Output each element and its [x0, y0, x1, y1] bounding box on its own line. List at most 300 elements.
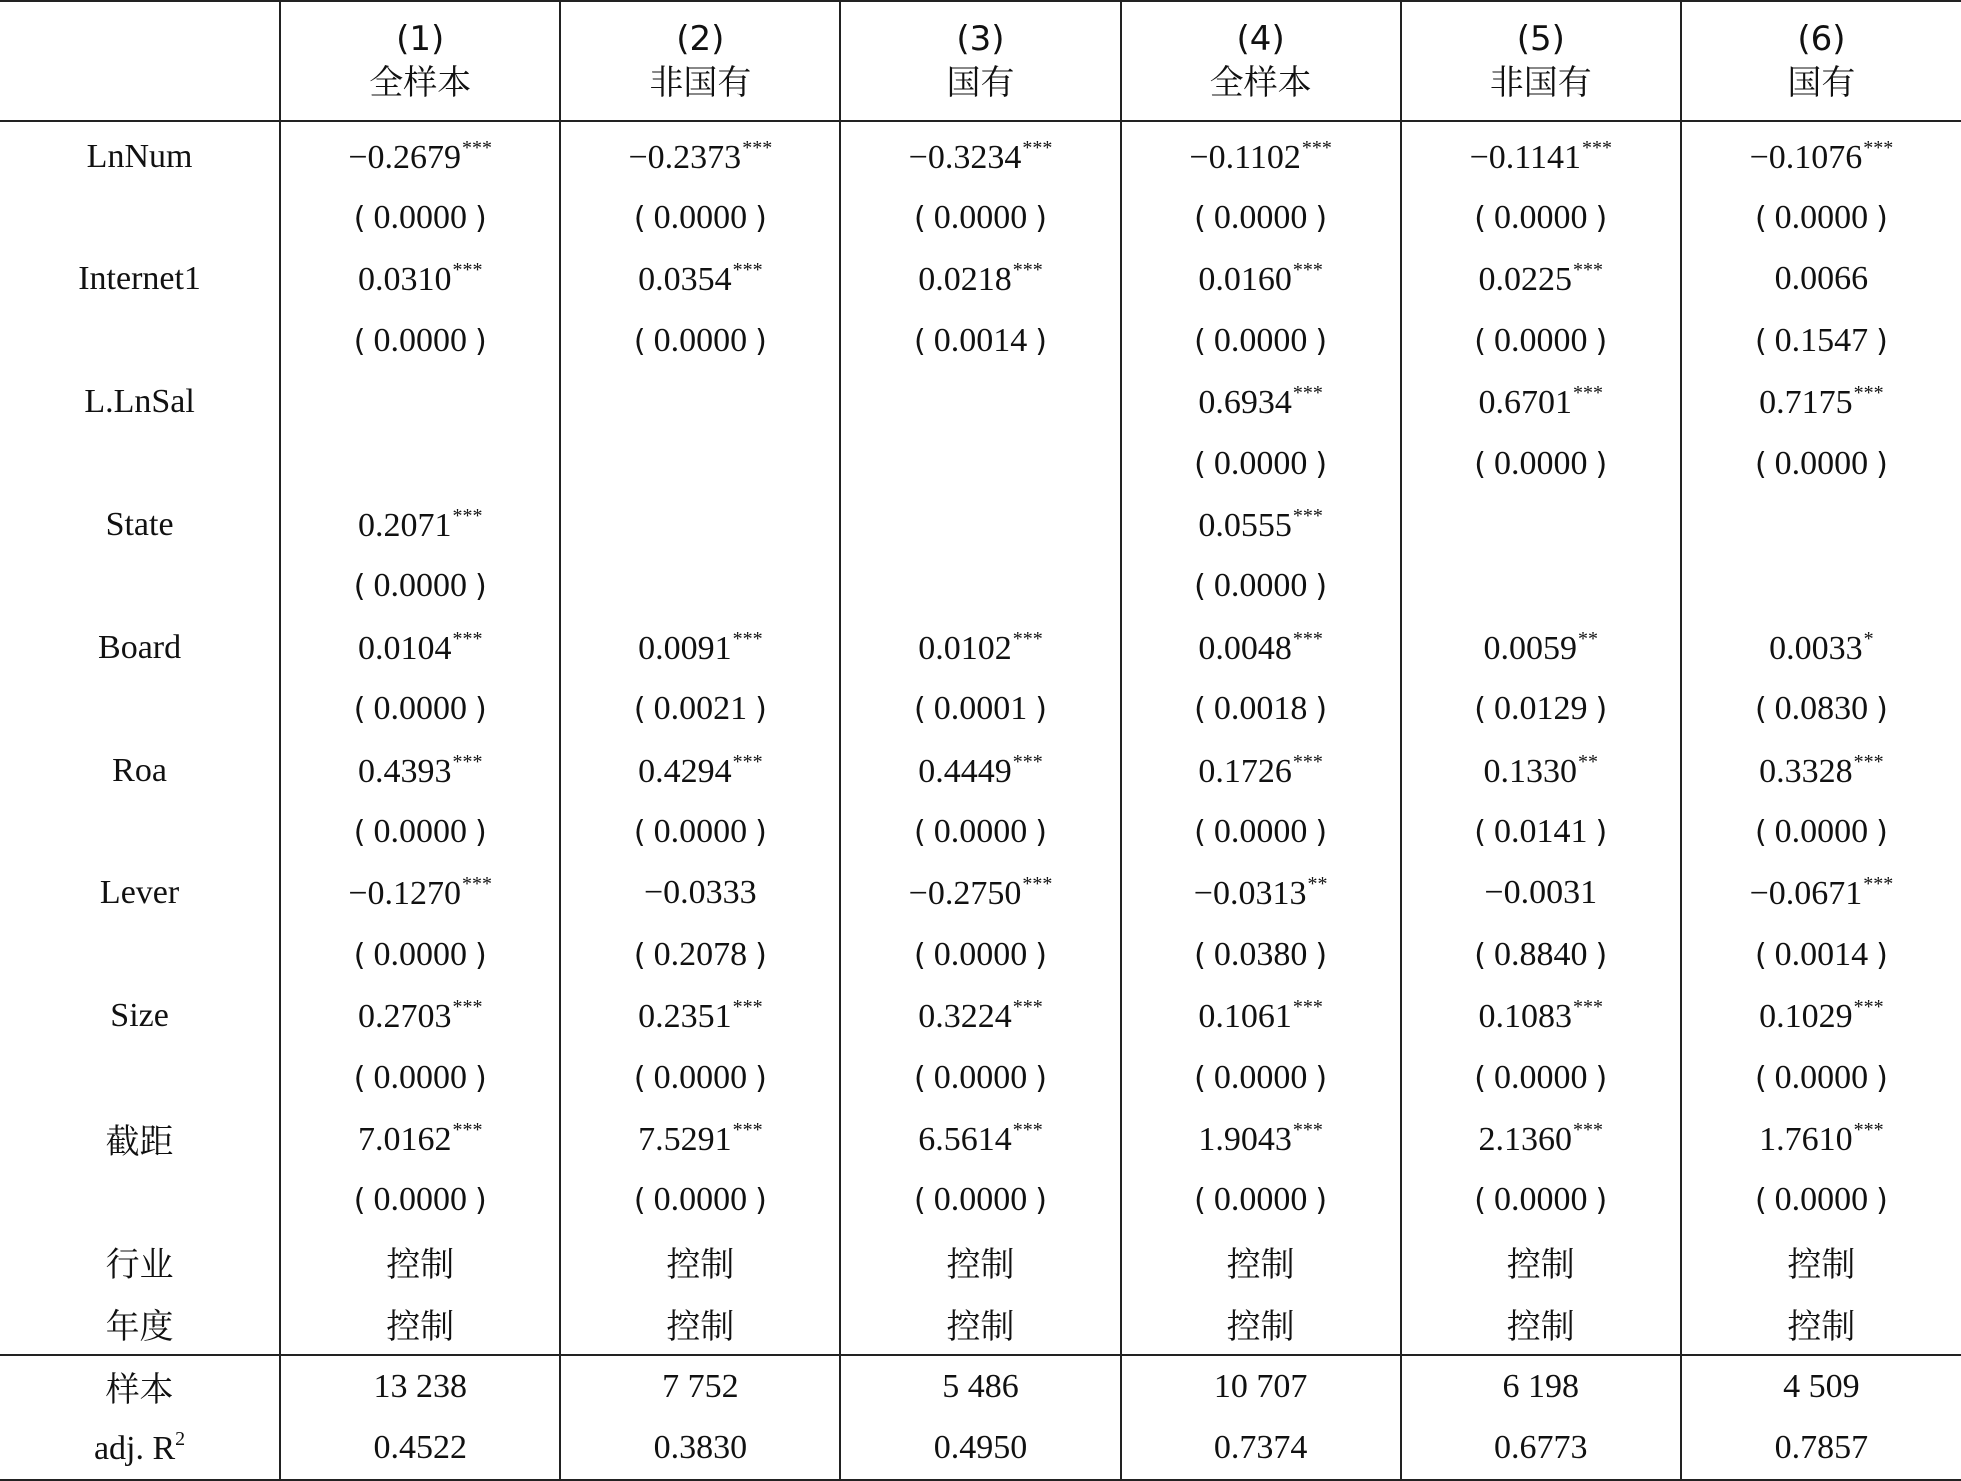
paren-close: ) — [1035, 1183, 1047, 1219]
coef-cell — [560, 985, 840, 1046]
significance-stars: *** — [732, 996, 763, 1019]
paren-close: ) — [1035, 323, 1047, 359]
pvalue-row — [0, 187, 1961, 248]
coef-row — [0, 985, 1961, 1046]
coef-row — [0, 249, 1961, 310]
pvalue-cell — [1121, 310, 1401, 371]
coef-value: 0.4449 — [918, 752, 1012, 790]
pvalue-cell — [560, 801, 840, 862]
coef-value: 6.5614 — [918, 1120, 1012, 1158]
coef-cell — [280, 985, 560, 1046]
paren-close: ) — [1035, 1060, 1047, 1096]
control-cell: 控制 — [1121, 1231, 1401, 1292]
paren-close: ) — [1035, 814, 1047, 850]
coef-value: 0.0310 — [357, 261, 452, 299]
pvalue: 0.0129 — [1494, 690, 1588, 728]
coef-value: 2.1360 — [1478, 1120, 1573, 1158]
adj-r2-row — [0, 1417, 1961, 1479]
pvalue: 0.0014 — [933, 321, 1028, 359]
pvalue: 0.0000 — [1494, 1058, 1588, 1096]
coef-cell — [1401, 1108, 1681, 1169]
coef-cell — [1681, 863, 1961, 924]
pvalue-row — [0, 679, 1961, 740]
coef-row — [0, 494, 1961, 555]
paren-open: ( — [1754, 814, 1767, 850]
coef-cell — [1121, 740, 1401, 801]
control-row — [0, 1292, 1961, 1354]
paren-close: ) — [474, 201, 487, 237]
paren-close: ) — [755, 692, 767, 728]
coef-value: 0.1029 — [1759, 998, 1853, 1036]
significance-stars: *** — [1853, 750, 1884, 773]
paren-close: ) — [474, 1060, 487, 1096]
paren-close: ) — [1035, 692, 1047, 728]
significance-stars: *** — [732, 259, 763, 282]
paren-close: ) — [1315, 569, 1328, 605]
pvalue-cell — [1401, 310, 1681, 371]
coef-cell — [1681, 249, 1961, 310]
pvalue: 0.0000 — [1494, 321, 1588, 359]
pvalue: 0.1547 — [1774, 321, 1869, 359]
paren-open: ( — [914, 1183, 926, 1219]
coef-value: 7.0162 — [357, 1120, 452, 1158]
paren-close: ) — [474, 323, 487, 359]
pvalue-spacer — [0, 187, 280, 248]
significance-stars: *** — [1573, 1118, 1604, 1141]
control-cell: 控制 — [1401, 1292, 1681, 1354]
coef-value: 0.0104 — [357, 629, 452, 667]
paren-close: ) — [1595, 201, 1608, 237]
pvalue: 0.0000 — [1213, 199, 1308, 237]
coef-cell — [1681, 1108, 1961, 1169]
paren-close: ) — [755, 323, 767, 359]
paren-close: ) — [474, 814, 487, 850]
paren-open: ( — [353, 814, 366, 850]
sample-size-cell: 4 509 — [1681, 1355, 1961, 1417]
coef-value: 1.9043 — [1198, 1120, 1292, 1158]
variable-name: Size — [110, 997, 169, 1035]
paren-open: ( — [1754, 201, 1767, 237]
paren-close: ) — [1595, 692, 1608, 728]
pvalue-cell — [1681, 801, 1961, 862]
coef-cell — [560, 494, 840, 555]
variable-name: Lever — [99, 874, 180, 912]
header-corner — [0, 1, 280, 121]
pvalue-cell — [1401, 1170, 1681, 1231]
paren-close: ) — [1595, 1183, 1608, 1219]
paren-open: ( — [914, 323, 926, 359]
significance-stars: *** — [1853, 1118, 1884, 1141]
pvalue-cell — [1121, 1170, 1401, 1231]
paren-open: ( — [1194, 814, 1206, 850]
pvalue-cell — [840, 310, 1120, 371]
coef-value: 0.1083 — [1478, 998, 1573, 1036]
coef-cell — [280, 249, 560, 310]
pvalue: 0.0000 — [933, 812, 1028, 850]
pvalue: 0.0000 — [653, 812, 748, 850]
pvalue-cell — [1121, 679, 1401, 740]
paren-close: ) — [1595, 937, 1608, 973]
paren-open: ( — [1194, 1060, 1206, 1096]
paren-open: ( — [353, 692, 366, 728]
pvalue-cell — [1681, 924, 1961, 985]
coef-value: 0.1726 — [1198, 752, 1292, 790]
paren-open: ( — [914, 814, 926, 850]
coef-cell — [280, 494, 560, 555]
control-cell: 控制 — [1681, 1292, 1961, 1354]
paren-close: ) — [1595, 446, 1608, 482]
coef-value: −0.0333 — [644, 874, 757, 912]
pvalue-cell — [840, 187, 1120, 248]
paren-close: ) — [1595, 1060, 1608, 1096]
paren-close: ) — [1595, 323, 1608, 359]
coef-row — [0, 740, 1961, 801]
significance-stars: *** — [1863, 136, 1894, 159]
paren-open: ( — [1474, 446, 1487, 482]
pvalue-cell — [1681, 433, 1961, 494]
paren-open: ( — [1474, 1183, 1487, 1219]
pvalue-cell — [1401, 556, 1681, 617]
paren-open: ( — [1754, 446, 1767, 482]
coef-value: 7.5291 — [638, 1120, 732, 1158]
variable-name: State — [105, 506, 174, 544]
pvalue: 0.0000 — [1213, 444, 1308, 482]
coef-value: 0.2071 — [357, 507, 452, 545]
pvalue-spacer — [0, 556, 280, 617]
sample-size-cell: 10 707 — [1121, 1355, 1401, 1417]
significance-stars: *** — [1012, 750, 1043, 773]
paren-close: ) — [755, 1183, 767, 1219]
coef-value: −0.2750 — [908, 875, 1022, 913]
paren-open: ( — [1474, 1060, 1487, 1096]
paren-open: ( — [1194, 446, 1206, 482]
paren-open: ( — [1194, 1183, 1206, 1219]
pvalue-row — [0, 1170, 1961, 1231]
coef-cell — [840, 863, 1120, 924]
paren-close: ) — [1876, 446, 1888, 482]
significance-stars: *** — [452, 259, 483, 282]
pvalue: 0.0000 — [1213, 1181, 1308, 1219]
pvalue-cell — [1681, 187, 1961, 248]
pvalue: 0.0000 — [653, 1181, 748, 1219]
significance-stars: *** — [1292, 1118, 1323, 1141]
sample-size-label: 样本 — [0, 1355, 280, 1417]
pvalue-cell — [280, 187, 560, 248]
pvalue: 0.0000 — [373, 935, 467, 973]
coef-cell — [840, 740, 1120, 801]
pvalue: 0.0000 — [1213, 567, 1308, 605]
coef-value: −0.3234 — [908, 138, 1022, 176]
coef-value: −0.1141 — [1469, 138, 1581, 176]
pvalue-cell — [280, 433, 560, 494]
control-cell: 控制 — [840, 1292, 1120, 1354]
pvalue: 0.0000 — [1213, 812, 1308, 850]
sample-size-cell: 7 752 — [560, 1355, 840, 1417]
pvalue-row — [0, 924, 1961, 985]
paren-open: ( — [633, 201, 646, 237]
coef-cell — [1401, 249, 1681, 310]
significance-stars: *** — [452, 505, 483, 528]
coef-cell — [1681, 985, 1961, 1046]
pvalue-cell — [1401, 187, 1681, 248]
summary-rows — [0, 1355, 1961, 1480]
paren-close: ) — [755, 201, 767, 237]
coef-cell — [560, 863, 840, 924]
coef-value: 0.2351 — [638, 998, 732, 1036]
paren-close: ) — [1876, 814, 1888, 850]
pvalue: 0.0018 — [1213, 690, 1308, 728]
paren-open: ( — [353, 569, 366, 605]
coef-cell — [560, 1108, 840, 1169]
pvalue-spacer — [0, 310, 280, 371]
paren-close: ) — [1035, 937, 1047, 973]
coef-cell — [1121, 372, 1401, 433]
paren-close: ) — [755, 814, 767, 850]
adj-r2-superscript: 2 — [175, 1427, 186, 1450]
pvalue-cell — [280, 1047, 560, 1108]
significance-stars: *** — [732, 750, 763, 773]
control-name: 行业 — [105, 1245, 174, 1286]
paren-open: ( — [1474, 692, 1487, 728]
pvalue-cell — [560, 433, 840, 494]
pvalue: 0.0000 — [653, 321, 748, 359]
coef-value: 0.0048 — [1198, 629, 1292, 667]
coef-cell — [840, 1108, 1120, 1169]
coef-cell — [560, 617, 840, 678]
pvalue: 0.0000 — [373, 690, 467, 728]
pvalue-cell — [280, 1170, 560, 1231]
paren-close: ) — [1876, 692, 1888, 728]
paren-open: ( — [1754, 692, 1767, 728]
coef-cell — [280, 863, 560, 924]
coef-cell — [1121, 863, 1401, 924]
column-header: (6) 国有 — [1681, 1, 1961, 121]
coef-value: 0.2703 — [357, 998, 452, 1036]
pvalue: 0.0000 — [1774, 1181, 1869, 1219]
pvalue: 0.0001 — [933, 690, 1028, 728]
coef-cell — [840, 494, 1120, 555]
variable-name: 截距 — [105, 1122, 174, 1163]
pvalue-spacer — [0, 801, 280, 862]
pvalue-cell — [1121, 1047, 1401, 1108]
pvalue-spacer — [0, 433, 280, 494]
paren-open: ( — [353, 1183, 366, 1219]
pvalue: 0.0021 — [653, 690, 748, 728]
coef-row — [0, 1108, 1961, 1169]
pvalue-cell — [840, 1170, 1120, 1231]
coef-cell — [280, 372, 560, 433]
coef-value: 0.6934 — [1198, 384, 1292, 422]
coef-cell — [1401, 372, 1681, 433]
pvalue: 0.0000 — [373, 199, 467, 237]
coef-cell — [560, 372, 840, 433]
pvalue: 0.0014 — [1774, 935, 1869, 973]
coef-cell — [1681, 494, 1961, 555]
significance-stars: *** — [1853, 996, 1884, 1019]
paren-open: ( — [1474, 323, 1487, 359]
significance-stars: *** — [1292, 259, 1323, 282]
paren-open: ( — [1474, 937, 1487, 973]
coef-value: −0.1102 — [1189, 138, 1301, 176]
pvalue: 0.0830 — [1774, 690, 1869, 728]
coef-cell — [1121, 1108, 1401, 1169]
pvalue: 0.0000 — [373, 567, 467, 605]
pvalue-cell — [280, 310, 560, 371]
coef-cell — [280, 617, 560, 678]
paren-open: ( — [1194, 323, 1206, 359]
significance-stars: ** — [1307, 873, 1328, 896]
coef-value: 0.0354 — [638, 261, 732, 299]
significance-stars: *** — [1012, 1118, 1043, 1141]
paren-open: ( — [1194, 569, 1206, 605]
paren-open: ( — [633, 1183, 646, 1219]
coef-cell — [560, 740, 840, 801]
coef-row — [0, 617, 1961, 678]
column-header: (4) 全样本 — [1121, 1, 1401, 121]
column-header: (1) 全样本 — [280, 1, 560, 121]
control-cell: 控制 — [280, 1231, 560, 1292]
paren-close: ) — [1876, 201, 1888, 237]
significance-stars: *** — [462, 136, 493, 159]
coef-cell — [840, 617, 1120, 678]
pvalue-row — [0, 556, 1961, 617]
coef-cell — [840, 372, 1120, 433]
coef-cell — [1121, 121, 1401, 187]
pvalue-cell — [1401, 924, 1681, 985]
paren-close: ) — [1876, 937, 1888, 973]
control-cell: 控制 — [1681, 1231, 1961, 1292]
coef-value: 0.0091 — [638, 629, 732, 667]
pvalue: 0.0000 — [933, 1058, 1028, 1096]
pvalue: 0.0000 — [1213, 321, 1308, 359]
pvalue-cell — [1121, 924, 1401, 985]
paren-close: ) — [1315, 201, 1328, 237]
pvalue-row — [0, 310, 1961, 371]
significance-stars: *** — [732, 1118, 763, 1141]
variable-name: Internet1 — [78, 260, 201, 298]
coef-value: 0.7175 — [1759, 384, 1853, 422]
significance-stars: *** — [1292, 750, 1323, 773]
paren-close: ) — [1315, 323, 1328, 359]
paren-open: ( — [1194, 692, 1206, 728]
pvalue-cell — [280, 801, 560, 862]
coef-row — [0, 863, 1961, 924]
coef-cell — [1401, 494, 1681, 555]
paren-open: ( — [353, 1060, 366, 1096]
significance-stars: *** — [462, 873, 493, 896]
paren-open: ( — [914, 937, 926, 973]
paren-open: ( — [914, 201, 926, 237]
pvalue: 0.0000 — [653, 1058, 748, 1096]
coef-value: 0.0225 — [1478, 261, 1573, 299]
pvalue-cell — [1401, 801, 1681, 862]
pvalue: 0.0000 — [1494, 444, 1588, 482]
sample-size-cell: 13 238 — [280, 1355, 560, 1417]
paren-open: ( — [1754, 1060, 1767, 1096]
significance-stars: *** — [1573, 259, 1604, 282]
significance-stars: *** — [1573, 382, 1604, 405]
pvalue-cell — [1121, 187, 1401, 248]
paren-open: ( — [1754, 323, 1767, 359]
significance-stars: *** — [452, 1118, 483, 1141]
pvalue: 0.0000 — [373, 1181, 467, 1219]
variable-name: LnNum — [86, 137, 193, 175]
paren-open: ( — [633, 323, 646, 359]
coef-cell — [1401, 863, 1681, 924]
coef-cell — [840, 249, 1120, 310]
coef-cell — [840, 121, 1120, 187]
pvalue-cell — [280, 556, 560, 617]
table-header — [0, 1, 1961, 121]
significance-stars: *** — [1301, 136, 1332, 159]
paren-close: ) — [755, 1060, 767, 1096]
paren-open: ( — [633, 692, 646, 728]
paren-close: ) — [1876, 323, 1888, 359]
pvalue: 0.0000 — [373, 1058, 467, 1096]
paren-close: ) — [1315, 1183, 1328, 1219]
coef-cell — [840, 985, 1120, 1046]
coef-value: 0.0102 — [918, 629, 1012, 667]
significance-stars: ** — [1578, 750, 1599, 773]
pvalue: 0.0000 — [1774, 812, 1869, 850]
coef-cell — [560, 249, 840, 310]
coef-row — [0, 372, 1961, 433]
paren-open: ( — [633, 937, 646, 973]
pvalue-cell — [280, 924, 560, 985]
pvalue-cell — [1681, 679, 1961, 740]
pvalue-spacer — [0, 924, 280, 985]
pvalue-spacer — [0, 1170, 280, 1231]
column-header: (2) 非国有 — [560, 1, 840, 121]
control-cell: 控制 — [560, 1292, 840, 1354]
significance-stars: *** — [452, 750, 483, 773]
coef-value: 0.0066 — [1774, 260, 1869, 298]
coef-value: −0.0313 — [1193, 875, 1307, 913]
coef-value: 0.0160 — [1198, 261, 1292, 299]
coef-cell — [1121, 494, 1401, 555]
coef-value: 0.4294 — [638, 752, 732, 790]
paren-open: ( — [633, 1060, 646, 1096]
coef-cell — [560, 121, 840, 187]
pvalue-cell — [840, 556, 1120, 617]
coef-value: 0.0555 — [1198, 507, 1292, 545]
pvalue-cell — [560, 310, 840, 371]
paren-open: ( — [1194, 937, 1206, 973]
coef-cell — [280, 1108, 560, 1169]
paren-open: ( — [1754, 937, 1767, 973]
pvalue: 0.8840 — [1494, 935, 1588, 973]
significance-stars: *** — [1022, 873, 1053, 896]
pvalue-cell — [1681, 556, 1961, 617]
paren-open: ( — [1194, 201, 1206, 237]
significance-stars: *** — [1863, 873, 1894, 896]
paren-open: ( — [1754, 1183, 1767, 1219]
pvalue-cell — [840, 924, 1120, 985]
significance-stars: * — [1863, 627, 1874, 650]
significance-stars: *** — [452, 627, 483, 650]
coef-cell — [1681, 740, 1961, 801]
coef-cell — [1681, 617, 1961, 678]
pvalue-row — [0, 433, 1961, 494]
header-row — [0, 1, 1961, 121]
adj-r2-cell: 0.3830 — [560, 1417, 840, 1479]
coef-cell — [1401, 740, 1681, 801]
variable-name: Board — [98, 628, 182, 666]
pvalue: 0.0000 — [1774, 1058, 1869, 1096]
pvalue: 0.0000 — [653, 199, 748, 237]
coef-value: 0.6701 — [1478, 384, 1573, 422]
pvalue-cell — [840, 679, 1120, 740]
